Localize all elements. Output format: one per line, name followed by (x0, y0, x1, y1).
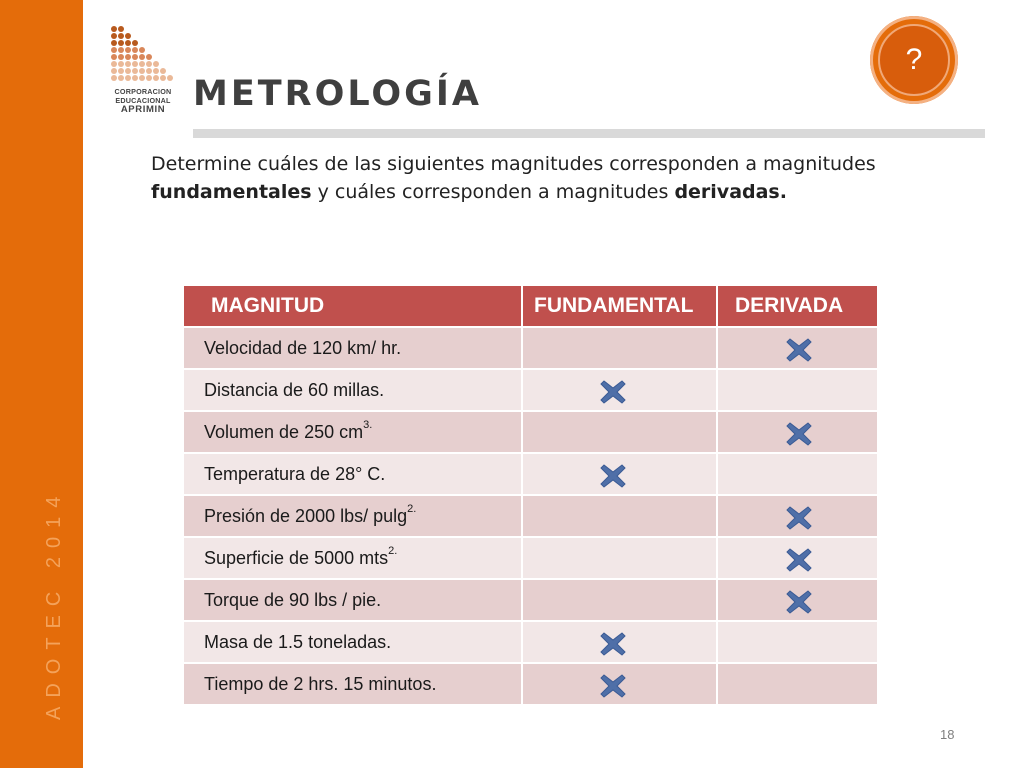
magnitude-label: Torque de 90 lbs / pie. (204, 589, 382, 610)
instructions-text (151, 150, 951, 206)
magnitude-label: Presión de 2000 lbs/ pulg (204, 505, 408, 526)
table-row (183, 411, 878, 453)
table-row (183, 621, 878, 663)
x-mark-icon (599, 630, 627, 658)
magnitude-cell (183, 663, 522, 705)
magnitude-exponent: 3. (363, 418, 373, 431)
table-header-row (183, 285, 878, 327)
header-magnitud: MAGNITUD (183, 285, 522, 327)
logo-text-line2: EDUCACIONAL (115, 96, 171, 105)
instructions-part1: Determine cuáles de las siguientes magnitudes corresponden a magnitudes (151, 153, 876, 175)
magnitude-cell (183, 453, 522, 495)
derivada-cell (717, 411, 878, 453)
fundamental-cell (522, 621, 717, 663)
x-mark-icon (785, 546, 813, 574)
header-derivada: DERIVADA (717, 285, 878, 327)
page-number: 18 (940, 727, 955, 742)
fundamental-cell (522, 453, 717, 495)
table-row (183, 663, 878, 705)
x-mark-icon (785, 336, 813, 364)
instructions-part2: y cuáles corresponden a magnitudes (311, 181, 675, 203)
sidebar-band (0, 0, 83, 768)
magnitude-label: Volumen de 250 cm (204, 421, 364, 442)
question-badge (870, 16, 958, 104)
instructions-bold-fundamentales: fundamentales (151, 181, 312, 203)
fundamental-cell (522, 495, 717, 537)
logo-text-line1: CORPORACION (114, 87, 172, 96)
table-row (183, 453, 878, 495)
magnitudes-table (182, 284, 879, 706)
page-title: METROLOGÍA (193, 74, 482, 114)
derivada-cell (717, 453, 878, 495)
instructions-bold-derivadas: derivadas. (674, 181, 787, 203)
fundamental-cell (522, 327, 717, 369)
magnitude-cell (183, 327, 522, 369)
header-fundamental: FUNDAMENTAL (522, 285, 717, 327)
x-mark-icon (785, 588, 813, 616)
derivada-cell (717, 495, 878, 537)
x-mark-icon (599, 378, 627, 406)
magnitude-label: Masa de 1.5 toneladas. (204, 631, 392, 652)
table-row (183, 327, 878, 369)
fundamental-cell (522, 537, 717, 579)
derivada-cell (717, 327, 878, 369)
derivada-cell (717, 621, 878, 663)
fundamental-cell (522, 579, 717, 621)
x-mark-icon (599, 462, 627, 490)
fundamental-cell (522, 411, 717, 453)
question-mark-icon: ? (878, 24, 950, 96)
magnitude-exponent: 2. (407, 502, 417, 515)
magnitude-cell (183, 621, 522, 663)
table-row (183, 495, 878, 537)
magnitude-label: Velocidad de 120 km/ hr. (204, 337, 402, 358)
derivada-cell (717, 663, 878, 705)
side-watermark-text: ADOTEC 2014 (43, 487, 65, 720)
title-divider (193, 129, 985, 138)
magnitude-exponent: 2. (388, 544, 398, 557)
table-row (183, 537, 878, 579)
magnitude-cell (183, 495, 522, 537)
x-mark-icon (785, 420, 813, 448)
aprimin-logo (108, 24, 178, 119)
magnitude-cell (183, 537, 522, 579)
x-mark-icon (785, 504, 813, 532)
magnitude-label: Tiempo de 2 hrs. 15 minutos. (204, 673, 437, 694)
magnitude-label: Temperatura de 28° C. (204, 463, 386, 484)
table-row (183, 579, 878, 621)
magnitude-cell (183, 369, 522, 411)
x-mark-icon (599, 672, 627, 700)
magnitude-cell (183, 411, 522, 453)
table-row (183, 369, 878, 411)
derivada-cell (717, 579, 878, 621)
magnitude-label: Distancia de 60 millas. (204, 379, 385, 400)
derivada-cell (717, 537, 878, 579)
fundamental-cell (522, 369, 717, 411)
logo-text-line3: APRIMIN (120, 104, 166, 115)
magnitude-cell (183, 579, 522, 621)
magnitude-label: Superficie de 5000 mts (204, 547, 389, 568)
fundamental-cell (522, 663, 717, 705)
derivada-cell (717, 369, 878, 411)
